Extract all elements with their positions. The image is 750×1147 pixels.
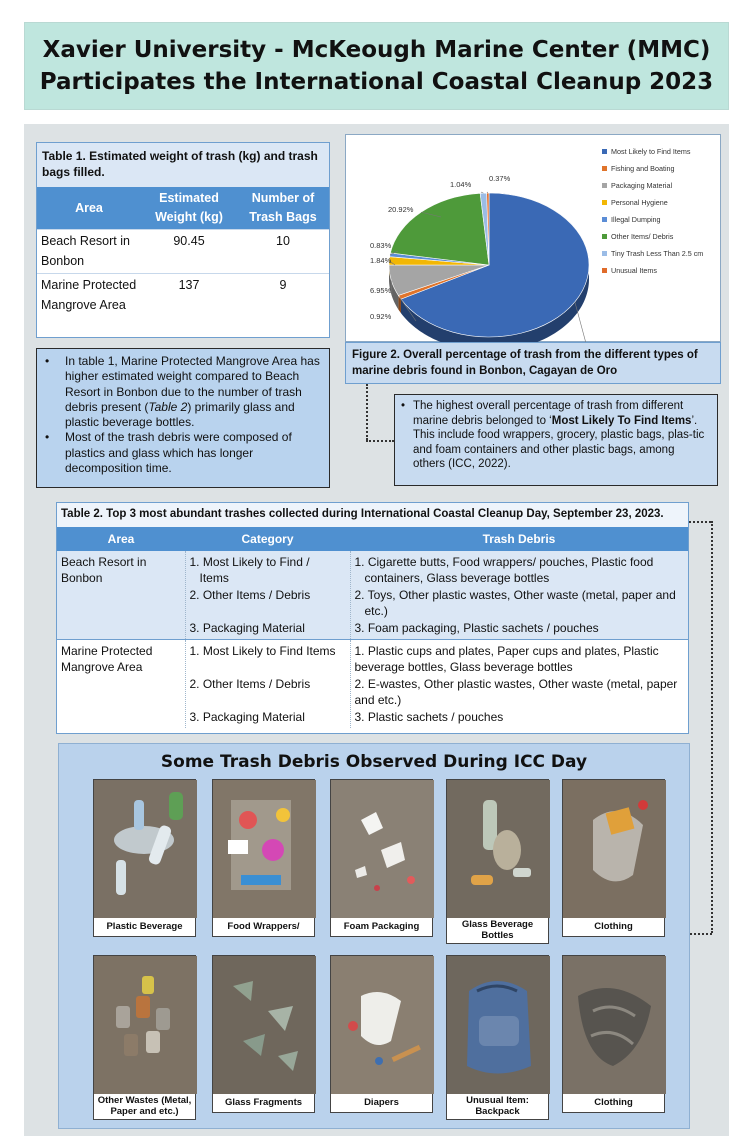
trash-photo: [212, 955, 315, 1093]
table-1-cell-weight: 137: [141, 274, 237, 336]
legend-swatch: [602, 183, 607, 188]
photo-gallery-title: Some Trash Debris Observed During ICC Day: [160, 752, 588, 772]
category-item: 1. Most Likely to Find Items: [189, 644, 336, 659]
legend-label: Personal Hygiene: [611, 198, 668, 207]
legend-swatch: [602, 166, 607, 171]
legend-label: Fishing and Boating: [611, 164, 675, 173]
category-item: 1. Most Likely to Find /: [189, 555, 310, 569]
debris-item: beverage bottles, Glass beverage bottles: [354, 660, 573, 675]
table-2-header-area: Area: [57, 527, 185, 551]
table-1-cell-weight: 90.45: [141, 230, 237, 274]
photo-card: [330, 779, 433, 937]
title-line-2: Participates the International Coastal Cleanup 2023: [39, 69, 714, 95]
bullet-icon: •: [401, 400, 406, 412]
debris-item: 2. E-wastes, Other plastic wastes, Other waste (metal, paper: [354, 676, 678, 691]
table-1-header-weight: Estimated Weight (kg): [141, 187, 237, 230]
trash-photo: [446, 779, 549, 917]
pie-data-label: 6.95%: [370, 286, 392, 295]
table-1-cell-bags: 10: [237, 230, 329, 274]
legend-label: Most Likely to Find Items: [611, 147, 691, 156]
legend-swatch: [602, 251, 607, 256]
table-2-header-debris: Trash Debris: [350, 527, 688, 551]
photo-card: [212, 955, 315, 1113]
pie-data-label: 0.92%: [370, 312, 392, 321]
table-2-cell-category: [185, 640, 350, 729]
photo-caption: Foam Packaging: [330, 917, 433, 937]
figure-2-caption: Figure 2. Overall percentage of trash from the different types of marine debris found in Bonbon, Cagayan de Oro: [345, 342, 721, 384]
table-2-caption: Table 2. Top 3 most abundant trashes collected during International Coastal Cleanup Day, September 23, 2023.: [57, 503, 688, 527]
legend-swatch: [602, 268, 607, 273]
note-text: Most of the trash debris were composed of plastics and glass which has longer decomposition time.: [65, 430, 292, 476]
pie-data-label: 20.92%: [388, 205, 414, 214]
connector-line: [366, 384, 368, 440]
legend-label: Packaging Material: [611, 181, 673, 190]
debris-item: 1. Cigarette butts, Food wrappers/ pouches, Plastic food: [354, 555, 654, 569]
photo-card: [93, 779, 196, 937]
photo-card: [562, 779, 665, 937]
pie-data-label: 0.83%: [370, 241, 392, 250]
table-1-notes: [36, 348, 330, 488]
trash-photo: [212, 779, 315, 917]
legend-label: Illegal Dumping: [611, 215, 661, 224]
table-2: [56, 502, 689, 734]
legend-label: Unusual Items: [611, 266, 657, 275]
debris-item: 3. Plastic sachets / pouches: [354, 709, 504, 724]
pie-chart-svg: [346, 135, 720, 341]
legend-swatch: [602, 217, 607, 222]
pie-chart: [345, 134, 721, 342]
debris-item: etc.): [364, 604, 388, 619]
legend-swatch: [602, 149, 607, 154]
table-2-cell-area: Marine Protected Mangrove Area: [57, 640, 185, 729]
photo-caption: Other Wastes (Metal, Paper and etc.): [93, 1093, 196, 1120]
table-row: [57, 551, 688, 640]
category-item: 3. Packaging Material: [189, 620, 305, 635]
pie-data-label: 1.84%: [370, 256, 392, 265]
trash-photo: [562, 955, 665, 1093]
table-row: [37, 230, 329, 274]
trash-photo: [93, 779, 196, 917]
trash-photo: [446, 955, 549, 1093]
table-row: [57, 640, 688, 729]
chart-note-text: [413, 399, 709, 472]
title-banner: [24, 22, 729, 110]
table-1-header-bags: Number of Trash Bags: [237, 187, 329, 230]
pie-data-label: 0.37%: [489, 174, 511, 183]
photo-caption: Clothing: [562, 917, 665, 937]
table-1-cell-bags: 9: [237, 274, 329, 336]
legend-label: Tiny Trash Less Than 2.5 cm: [611, 249, 704, 258]
photo-caption: Plastic Beverage: [93, 917, 196, 937]
note-text: In table 1, Marine Protected Mangrove Area has higher estimated weight compared to Beach Resort in Bonbon due to the number of trash debris present (: [65, 354, 320, 414]
table-1-grid: [37, 187, 329, 336]
legend-swatch: [602, 200, 607, 205]
note-text: The highest overall percentage of trash from different marine debris belonged to ‘: [413, 400, 684, 427]
legend-label: Other Items/ Debris: [611, 232, 674, 241]
category-item: Items: [199, 571, 229, 586]
chart-legend: [602, 147, 703, 275]
table-1-cell-area: Marine Protected Mangrove Area: [37, 274, 141, 336]
category-item: 2. Other Items / Debris: [189, 676, 311, 691]
connector-line: [690, 933, 712, 935]
legend-swatch: [602, 234, 607, 239]
table-1-header-area: Area: [37, 187, 141, 230]
debris-item: 1. Plastic cups and plates, Paper cups and plates, Plastic: [354, 644, 659, 659]
photo-card: [562, 955, 665, 1113]
table-2-grid: [57, 527, 688, 728]
photo-card: [330, 955, 433, 1113]
pie-data-label: 1.04%: [450, 180, 472, 189]
photo-caption: Food Wrappers/: [212, 917, 315, 937]
photo-caption: Clothing: [562, 1093, 665, 1113]
photo-caption: Glass Fragments: [212, 1093, 315, 1113]
trash-photo: [330, 779, 433, 917]
connector-line: [689, 521, 711, 523]
note-text-italic: Table 2: [148, 399, 188, 414]
photo-card: [446, 955, 549, 1120]
debris-item: and etc.): [354, 693, 402, 708]
note-text-bold: Most Likely To Find Items: [551, 414, 692, 427]
note-text: ) primarily glass and plastic beverage bottles.: [65, 399, 295, 430]
title-line-1: Xavier University - McKeough Marine Center (MMC): [42, 37, 711, 63]
table-1-caption: Table 1. Estimated weight of trash (kg) and trash bags filled.: [37, 143, 329, 187]
debris-item: containers, Glass beverage bottles: [364, 571, 550, 586]
photo-card: [93, 955, 196, 1120]
photo-caption: Unusual Item: Backpack: [446, 1093, 549, 1120]
table-2-cell-area: Beach Resort in Bonbon: [57, 551, 185, 640]
table-2-cell-category: [185, 551, 350, 640]
table-2-cell-debris: [350, 640, 688, 729]
trash-photo: [93, 955, 196, 1093]
table-row: [37, 274, 329, 336]
category-item: 2. Other Items / Debris: [189, 587, 311, 602]
photo-card: [446, 779, 549, 944]
debris-item: 3. Foam packaging, Plastic sachets / pouches: [354, 620, 599, 635]
leader-line: [575, 302, 587, 347]
trash-photo: [562, 779, 665, 917]
table-1-cell-area: Beach Resort in Bonbon: [37, 230, 141, 274]
chart-note: [394, 394, 718, 486]
connector-line: [366, 440, 394, 442]
note-text: ’. This include food wrappers, grocery, plastic bags, plas-tic and foam containers and other plastic bags, among others (ICC, 2022).: [413, 414, 705, 470]
note-bullet: [43, 430, 321, 476]
table-2-cell-debris: [350, 551, 688, 640]
table-1: [36, 142, 330, 338]
table-2-header-category: Category: [185, 527, 350, 551]
trash-photo: [330, 955, 433, 1093]
category-item: 3. Packaging Material: [189, 709, 305, 724]
photo-caption: Glass Beverage Bottles: [446, 917, 549, 944]
note-bullet: [43, 354, 321, 430]
photo-card: [212, 779, 315, 937]
photo-caption: Diapers: [330, 1093, 433, 1113]
connector-line: [711, 521, 713, 933]
debris-item: 2. Toys, Other plastic wastes, Other waste (metal, paper and: [354, 587, 676, 602]
